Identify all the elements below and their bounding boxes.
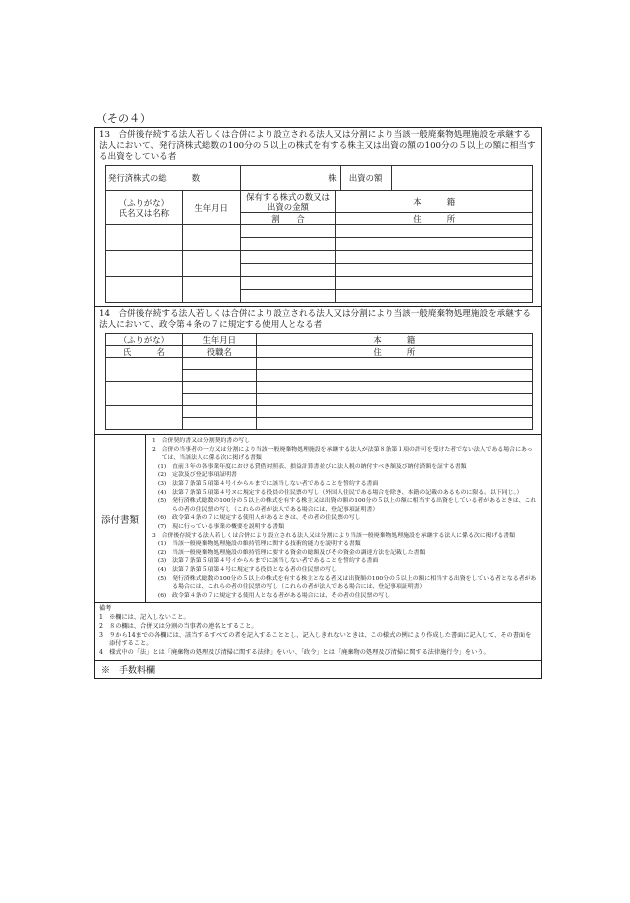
note-item xyxy=(99,632,537,650)
address-label: 住 所 xyxy=(256,346,532,358)
entry-address[interactable] xyxy=(336,264,533,277)
entry-domicile[interactable] xyxy=(336,225,533,238)
entry-dob[interactable] xyxy=(182,382,256,394)
attachment-item xyxy=(152,523,538,532)
attachment-item xyxy=(152,463,538,472)
attachment-item-text: 当該一般廃棄物処理施設の維持管理に関する技術的能力を説明する書類 xyxy=(172,541,361,548)
attachment-item-number: (1) xyxy=(152,541,173,548)
ratio-label: 割 合 xyxy=(240,213,336,225)
name-header xyxy=(106,191,183,225)
attachment-item xyxy=(152,471,538,480)
attachment-item-number: (2) xyxy=(152,549,173,556)
note-item-number: 2 xyxy=(99,622,110,630)
attachment-item-number: (5) xyxy=(152,498,173,505)
entry-domicile[interactable] xyxy=(256,358,532,370)
entry-dob[interactable] xyxy=(182,251,240,277)
entry-address[interactable] xyxy=(256,418,532,430)
attachment-item-number: (3) xyxy=(152,480,173,487)
attachment-item xyxy=(152,514,538,523)
attachment-item-text: 法第７条第５項第４号イからルまでに該当しない者であることを誓約する書面 xyxy=(172,558,379,565)
attachment-item-number: (3) xyxy=(152,558,173,565)
entry-dob[interactable] xyxy=(182,225,240,251)
entry-domicile[interactable] xyxy=(256,406,532,418)
entry-domicile[interactable] xyxy=(336,251,533,264)
attachment-item-text: 法第７条第５項第４号イからルまでに該当しない者であることを誓約する書面 xyxy=(172,480,379,487)
attachment-item-number: (1) xyxy=(152,463,173,470)
attachment-item xyxy=(152,540,538,549)
attachments-section xyxy=(95,435,541,603)
attachment-item-number: (2) xyxy=(152,472,173,479)
section-13-title: 13 合併後存続する法人若しくは合併により設立される法人又は分割により当該一般廃棄物処理施設を承継する法人において、発行済株式総数の100分の５以上の株式を有する株主又は出資の額の100分の５以上の額に相当する出資をしている者 xyxy=(99,130,536,162)
attachment-item xyxy=(152,532,538,541)
note-item xyxy=(99,623,537,632)
shareholder-table xyxy=(105,165,533,303)
position-label: 役職名 xyxy=(182,346,256,358)
notes-title: 備考 xyxy=(99,605,112,613)
name-label: 氏名又は名称 xyxy=(118,207,169,218)
attachment-item-text: 合併後存続する法人若しくは合併により設立される法人又は分割により当該一般廃棄物処理施設を承継する法人に係る次に掲げる書類 xyxy=(161,532,516,539)
investment-value[interactable] xyxy=(392,166,532,190)
section-13 xyxy=(95,128,541,307)
furigana-label: （ふりがな） xyxy=(118,197,169,208)
entry-ratio[interactable] xyxy=(240,264,336,277)
dob-label: 生年月日 xyxy=(182,334,256,346)
entry-name[interactable] xyxy=(106,382,183,406)
attachment-item-text: 政令第４条の７に規定する使用人となる者がある場合には、その者の住民票の写し xyxy=(172,592,391,599)
furigana-label: （ふりがな） xyxy=(106,334,183,346)
entry-domicile[interactable] xyxy=(336,277,533,290)
note-item-text: ８の欄は、合併又は分割の当事者の連名とすること。 xyxy=(109,622,258,630)
attachment-item-number: 1 xyxy=(152,438,162,444)
section-14 xyxy=(95,307,541,435)
attachment-item xyxy=(152,489,538,498)
entry-name[interactable] xyxy=(106,251,183,277)
entry-ratio[interactable] xyxy=(240,290,336,303)
attachment-item-text: 政令第４条の７に規定する使用人があるときは、その者の住民票の写し xyxy=(172,515,361,522)
note-item-number: 4 xyxy=(99,649,110,657)
entry-name[interactable] xyxy=(106,358,183,382)
section-14-title: 14 合併後存続する法人若しくは合併により設立される法人又は分割により当該一般廃棄物処理施設を承継する法人において、政令第４条の７に規定する使用人となる者 xyxy=(99,309,532,330)
entry-position[interactable] xyxy=(182,370,256,382)
attachment-item-text: 合併の当事者の一方又は分割により当該一般廃棄物処理施設を承継する法人が法第８条第１項の許可を受けた者でない法人である場合にあっては、当該法人に係る次に掲げる書類 xyxy=(161,446,533,462)
attachment-item xyxy=(152,592,538,601)
holding-label: 保有する株式の数又は出資の金額 xyxy=(240,191,336,213)
total-shares-label: 発行済株式の総 数 xyxy=(106,166,241,191)
attachment-item-text: 法第７条第５項第４号に規定する役員となる者の住民票の写し xyxy=(172,566,338,573)
entry-dob[interactable] xyxy=(182,406,256,418)
attachment-item-number: (5) xyxy=(152,575,173,582)
entry-address[interactable] xyxy=(336,238,533,251)
employee-table xyxy=(105,333,533,430)
entry-name[interactable] xyxy=(106,277,183,303)
entry-address[interactable] xyxy=(336,290,533,303)
attachment-item-text: 発行済株式総数の100分の５以上の株式を有する株主又は出資の額の100分の５以上の額に相当する出資をしている者があるときは、これらの者の住民票の写し（これらの者が法人である場合には、登記事項証明書） xyxy=(172,498,537,513)
entry-address[interactable] xyxy=(256,370,532,382)
attachment-item xyxy=(152,446,538,463)
application-form xyxy=(94,127,542,679)
entry-position[interactable] xyxy=(182,394,256,406)
entry-holding[interactable] xyxy=(240,225,336,238)
entry-name[interactable] xyxy=(106,406,183,430)
attachments-list xyxy=(146,435,541,602)
page-label: （その４） xyxy=(96,112,151,125)
attachment-item-text: 定款及び登記事項証明書 xyxy=(172,472,237,479)
shares-unit: 株 xyxy=(328,173,337,183)
entry-holding[interactable] xyxy=(240,277,336,290)
attachment-item-text: 当該一般廃棄物処理施設の維持管理に要する資金の総額及びその資金の調達方法を記載した書類 xyxy=(172,549,426,556)
attachment-item xyxy=(152,497,538,514)
attachment-item-text: 直前３年の各事業年度における貸借対照表、損益計算書並びに法人税の納付すべき額及び納付済額を証する書類 xyxy=(172,463,467,470)
attachment-item-number: (7) xyxy=(152,523,173,530)
attachment-item-text: 法第７条第５項第４号ヌに規定する役員の住民票の写し（外国人住民である場合を除き、本籍の記載のあるものに限る。以下同じ。） xyxy=(172,489,523,496)
attachment-item-text: 現に行っている事業の概要を説明する書類 xyxy=(172,523,285,530)
attachment-item-text: 発行済株式総数の100分の５以上の株式を有する株主となる者又は出資額の100分の５以上の額に相当する出資をしている者となる者がある場合には、これらの者の住民票の写し（これらの者が法人である場合には、登記事項証明書） xyxy=(172,575,537,591)
note-item xyxy=(99,649,537,658)
entry-holding[interactable] xyxy=(240,251,336,264)
note-item-number: 1 xyxy=(99,614,110,622)
dob-label: 生年月日 xyxy=(182,191,240,225)
entry-ratio[interactable] xyxy=(240,238,336,251)
total-shares-row xyxy=(240,166,532,191)
entry-name[interactable] xyxy=(106,225,183,251)
entry-address[interactable] xyxy=(256,394,532,406)
domicile-label: 本 籍 xyxy=(256,334,532,346)
entry-dob[interactable] xyxy=(182,358,256,370)
attachment-item-number: (6) xyxy=(152,515,173,522)
note-item-text: ※欄には、記入しないこと。 xyxy=(109,614,190,622)
investment-label: 出資の額 xyxy=(348,173,383,183)
attachment-item-text: 合併契約書又は分割契約書の写し xyxy=(161,438,250,444)
note-item-number: 3 xyxy=(99,631,110,639)
note-item-text: ９から14までの各欄には、該当するすべての者を記入することとし、記入しきれないときは、この様式の例により作成した書面に記入して、その書面を添付すること。 xyxy=(109,631,532,648)
attachment-item-number: (4) xyxy=(152,566,173,573)
note-item xyxy=(99,614,537,623)
attachment-item xyxy=(152,557,538,566)
notes-section xyxy=(95,603,541,661)
attachments-label: 添付書類 xyxy=(95,435,146,602)
attachment-item xyxy=(152,549,538,558)
entry-position[interactable] xyxy=(182,418,256,430)
fee-label: ※ 手数料欄 xyxy=(101,666,156,677)
attachment-item-number: (6) xyxy=(152,592,173,599)
attachment-item-number: 3 xyxy=(152,532,162,539)
attachment-item xyxy=(152,480,538,489)
address-label: 住 所 xyxy=(336,213,533,225)
attachment-item-number: 2 xyxy=(152,446,162,453)
entry-domicile[interactable] xyxy=(256,382,532,394)
fee-box xyxy=(95,661,541,678)
name-label: 氏 名 xyxy=(106,346,183,358)
note-item-text: 様式中の「法」とは「廃棄物の処理及び清掃に関する法律」をいい、「政令」とは「廃棄物の処理及び清掃に関する法律施行令」をいう。 xyxy=(109,649,490,657)
domicile-label: 本 籍 xyxy=(336,191,533,213)
attachment-item xyxy=(152,437,538,446)
attachment-item xyxy=(152,566,538,575)
entry-dob[interactable] xyxy=(182,277,240,303)
attachment-item-number: (4) xyxy=(152,489,173,496)
notes-list xyxy=(99,614,537,658)
attachment-item xyxy=(152,575,538,592)
